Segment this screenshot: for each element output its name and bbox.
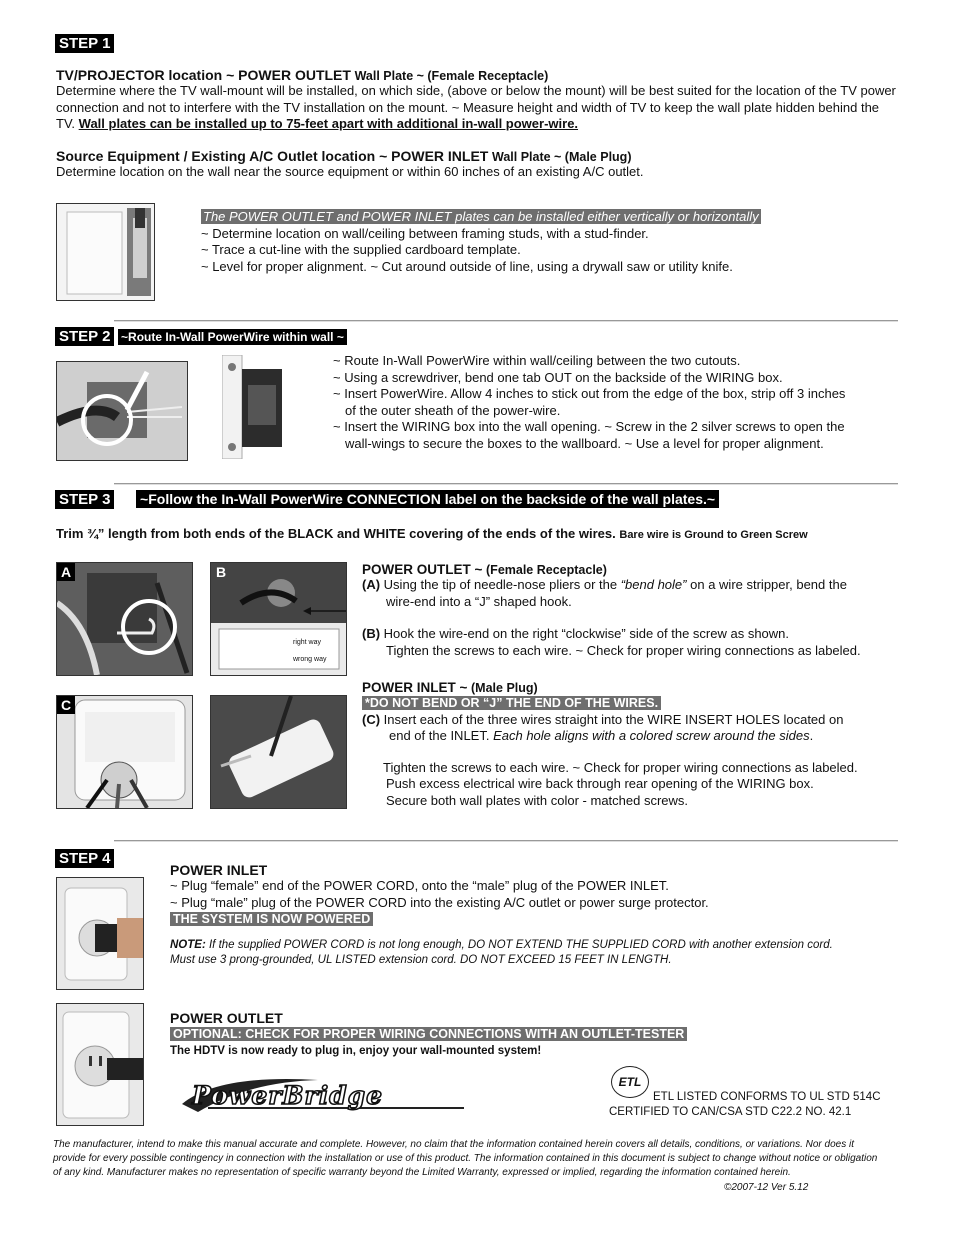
powerwire-illustration xyxy=(57,362,187,460)
step-1-badge: STEP 1 xyxy=(55,34,114,53)
step-4-inlet-title: POWER INLET xyxy=(170,862,268,878)
step-b-prefix: (B) xyxy=(362,626,381,641)
step-c-prefix: (C) xyxy=(362,711,381,727)
wall-cutout-illustration xyxy=(57,204,154,300)
power-inlet-title: POWER INLET ~ xyxy=(362,680,468,695)
step-3-badge: STEP 3 xyxy=(55,490,114,509)
step-1-tv-section xyxy=(56,67,896,133)
photo-b xyxy=(210,562,347,676)
final-line: Secure both wall plates with color - matched screws. xyxy=(386,792,689,808)
etl-line-1: ETL LISTED CONFORMS TO UL STD 514C xyxy=(653,1091,881,1103)
right-way-label: right way xyxy=(293,639,322,646)
photo-d xyxy=(210,695,347,809)
wall-plate-distance-note: Wall plates can be installed up to 75-feet apart with additional in-wall power-wire. xyxy=(78,116,579,131)
step-4-outlet-title: POWER OUTLET xyxy=(170,1010,283,1026)
outlet-tester-photo xyxy=(56,1003,144,1126)
step-c-color-note: Each hole aligns with a colored screw around the sides xyxy=(493,728,810,743)
source-location-subtitle: Wall Plate ~ (Male Plug) xyxy=(491,150,632,164)
wall-cutout-photo xyxy=(56,203,155,301)
power-outlet-title: POWER OUTLET ~ xyxy=(362,562,483,577)
step-4-inlet xyxy=(170,862,910,969)
step-1-line: ~ Level for proper alignment. ~ Cut around outside of line, using a drywall saw or utility knife. xyxy=(201,258,733,274)
step-a-prefix: (A) xyxy=(362,577,381,592)
final-line: Tighten the screws to each wire. ~ Check for proper wiring connections as labeled. xyxy=(383,759,858,775)
step-2-subtitle: ~Route In-Wall PowerWire within wall ~ xyxy=(118,329,347,345)
note-text: If the supplied POWER CORD is not long enough, DO NOT EXTEND THE SUPPLIED CORD with another extension cord. xyxy=(208,938,833,951)
disclaimer-line: of any kind. Manufacturer makes no representation of specific warranty beyond the Limited Warranty, expressed or implied, regarding the information contained herein. xyxy=(53,1167,791,1178)
tv-location-body: Determine where the TV wall-mount will be installed, on which side, (above or below the mount) will be best suited for the location of the TV power connection and not to interfere with the TV installation on the mount. ~ Measure height and width of TV to keep the wall plate hidden behind the TV. xyxy=(56,83,896,131)
logo-text: PowerBridge xyxy=(192,1081,384,1110)
step-1-line: ~ Trace a cut-line with the supplied cardboard template. xyxy=(201,242,521,257)
inlet-wires-illustration xyxy=(57,696,192,808)
outlet-tester-banner: OPTIONAL: CHECK FOR PROPER WIRING CONNECTIONS WITH AN OUTLET-TESTER xyxy=(170,1027,687,1041)
step-1-line: ~ Determine location on wall/ceiling between framing studs, with a stud-finder. xyxy=(201,225,649,241)
step-2-line: wall-wings to secure the boxes to the wallboard. ~ Use a level for proper alignment. xyxy=(345,435,824,451)
step-2-line: ~ Insert the WIRING box into the wall opening. ~ Screw in the 2 silver screws to open the xyxy=(333,419,845,434)
photo-a xyxy=(56,562,193,676)
tv-location-title: TV/PROJECTOR location ~ POWER OUTLET xyxy=(56,67,351,83)
etl-mark-icon: ETL xyxy=(611,1066,649,1098)
disclaimer-line: The manufacturer, intend to make this manual accurate and complete. However, no claim that the information contained herein covers all details, conditions, or variations. Nor does it xyxy=(53,1139,854,1150)
divider xyxy=(114,320,898,322)
trim-text: Trim ¾” length from both ends of the BLACK and WHITE covering of the ends of the wires. xyxy=(56,526,616,541)
step-2-badge: STEP 2 xyxy=(55,327,114,346)
step-a-text: Using the tip of needle-nose pliers or the xyxy=(383,577,618,592)
step-2-line: of the outer sheath of the power-wire. xyxy=(345,402,561,418)
ready-message: The HDTV is now ready to plug in, enjoy your wall-mounted system! xyxy=(170,1044,542,1057)
step-2-header xyxy=(55,328,347,345)
j-hook-illustration xyxy=(57,563,192,675)
disclaimer xyxy=(53,1138,913,1180)
tv-location-subtitle: Wall Plate ~ (Female Receptacle) xyxy=(354,69,549,83)
do-not-bend-warning: *DO NOT BEND OR “J” THE END OF THE WIRES. xyxy=(362,696,661,710)
step-1-instructions xyxy=(201,209,901,275)
outlet-tester-illustration xyxy=(57,1004,143,1125)
step-4-inlet-line: ~ Plug “male” plug of the POWER CORD into the existing A/C outlet or power surge protector. xyxy=(170,894,709,910)
source-location-title: Source Equipment / Existing A/C Outlet location ~ POWER INLET xyxy=(56,148,489,164)
inlet-screwdriver-illustration xyxy=(211,696,346,808)
wiring-box-illustration xyxy=(222,355,284,459)
step-4-badge: STEP 4 xyxy=(55,849,114,868)
step-1-source-section xyxy=(56,148,896,181)
step-2-line: ~ Using a screwdriver, bend one tab OUT on the backside of the WIRING box. xyxy=(333,369,783,385)
step-a-bend-hole: “bend hole” xyxy=(620,577,687,592)
inlet-plug-illustration xyxy=(57,878,143,989)
divider xyxy=(114,483,898,485)
divider xyxy=(114,840,898,842)
step-b-line-2: Tighten the screws to each wire. ~ Check for proper wiring connections as labeled. xyxy=(386,642,861,658)
step-3-header xyxy=(55,491,719,508)
photo-c xyxy=(56,695,193,809)
step-2-instructions xyxy=(333,353,903,452)
system-powered-banner: THE SYSTEM IS NOW POWERED xyxy=(170,912,373,926)
power-outlet-subtitle: (Female Receptacle) xyxy=(486,563,607,577)
powerwire-photo xyxy=(56,361,188,461)
note-label: NOTE: xyxy=(170,938,206,951)
photo-label-a: A xyxy=(57,563,75,581)
power-outlet-instructions xyxy=(362,562,922,659)
disclaimer-line: provide for every possible contingency in connection with the installation or use of this product. The information contained in this document is subject to change without notice or obligation xyxy=(53,1153,878,1164)
source-location-body: Determine location on the wall near the source equipment or within 60 inches of an existing A/C outlet. xyxy=(56,164,644,179)
power-inlet-instructions xyxy=(362,680,922,809)
step-b-text: Hook the wire-end on the right “clockwise” side of the screw as shown. xyxy=(383,626,790,641)
orientation-note: The POWER OUTLET and POWER INLET plates can be installed either vertically or horizontally xyxy=(203,209,759,224)
step-4-inlet-line: ~ Plug “female” end of the POWER CORD, onto the “male” plug of the POWER INLET. xyxy=(170,878,669,893)
step-c-period: . xyxy=(809,728,814,743)
version-label: ©2007-12 Ver 5.12 xyxy=(724,1182,809,1193)
inlet-plug-photo xyxy=(56,877,144,990)
note-line-2: Must use 3 prong-grounded, UL LISTED extension cord. DO NOT EXCEED 15 FEET IN LENGTH. xyxy=(170,954,672,966)
step-2-line: ~ Route In-Wall PowerWire within wall/ceiling between the two cutouts. xyxy=(333,353,741,368)
wiring-box-photo xyxy=(222,355,284,459)
step-c-line-2: end of the INLET. xyxy=(389,728,490,743)
step-4-outlet xyxy=(170,1010,910,1059)
powerbridge-logo xyxy=(178,1074,468,1116)
step-c-text: Insert each of the three wires straight into the WIRE INSERT HOLES located on xyxy=(383,711,844,727)
trim-instruction xyxy=(56,526,916,541)
power-inlet-subtitle: (Male Plug) xyxy=(471,681,538,695)
ground-note: Bare wire is Ground to Green Screw xyxy=(619,529,808,541)
wrong-way-label: wrong way xyxy=(293,656,327,663)
step-2-line: ~ Insert PowerWire. Allow 4 inches to stick out from the edge of the box, strip off 3 inches xyxy=(333,386,846,401)
step-a-line-2: wire-end into a “J” shaped hook. xyxy=(386,593,572,609)
step-3-subtitle: ~Follow the In-Wall PowerWire CONNECTION label on the backside of the wall plates.~ xyxy=(136,490,719,508)
photo-label-b: B xyxy=(216,564,227,580)
step-a-text-end: on a wire stripper, bend the xyxy=(690,577,847,592)
final-line: Push excess electrical wire back through rear opening of the WIRING box. xyxy=(386,776,814,791)
photo-label-c: C xyxy=(57,696,75,714)
etl-line-2: CERTIFIED TO CAN/CSA STD C22.2 NO. 42.1 xyxy=(609,1106,852,1118)
